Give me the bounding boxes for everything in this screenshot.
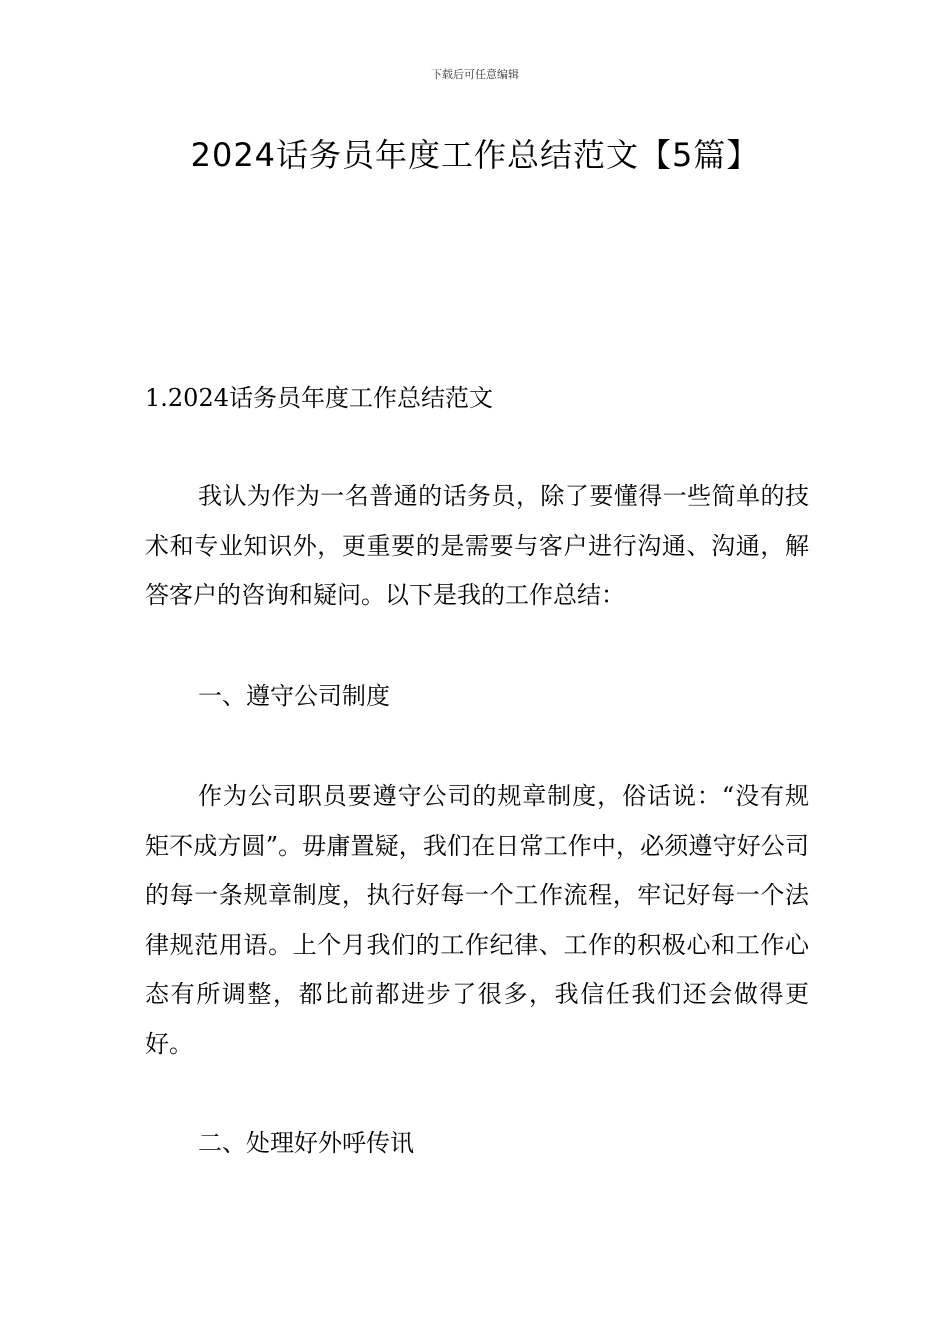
- heading-outbound-calls: 二、处理好外呼传讯: [198, 1129, 414, 1157]
- paragraph-company-rules: 作为公司职员要遵守公司的规章制度，俗话说：“没有规矩不成方圆”。毋庸置疑，我们在日常工作中，必须遵守好公司的每一条规章制度，执行好每一个工作流程，牢记好每一个法律规范用语。上个月我们的工作纪律、工作的积极心和工作心态有所调整，都比前都进步了很多，我信任我们还会做得更好。: [145, 782, 809, 1058]
- document-title: 2024话务员年度工作总结范文【5篇】: [190, 136, 760, 174]
- section-title: 1.2024话务员年度工作总结范文: [145, 384, 493, 412]
- intro-paragraph: 我认为作为一名普通的话务员，除了要懂得一些简单的技术和专业知识外，更重要的是需要与客户进行沟通、沟通，解答客户的咨询和疑问。以下是我的工作总结：: [145, 482, 809, 610]
- heading-company-rules: 一、遵守公司制度: [198, 682, 390, 710]
- header-note: 下载后可任意编辑: [431, 68, 519, 81]
